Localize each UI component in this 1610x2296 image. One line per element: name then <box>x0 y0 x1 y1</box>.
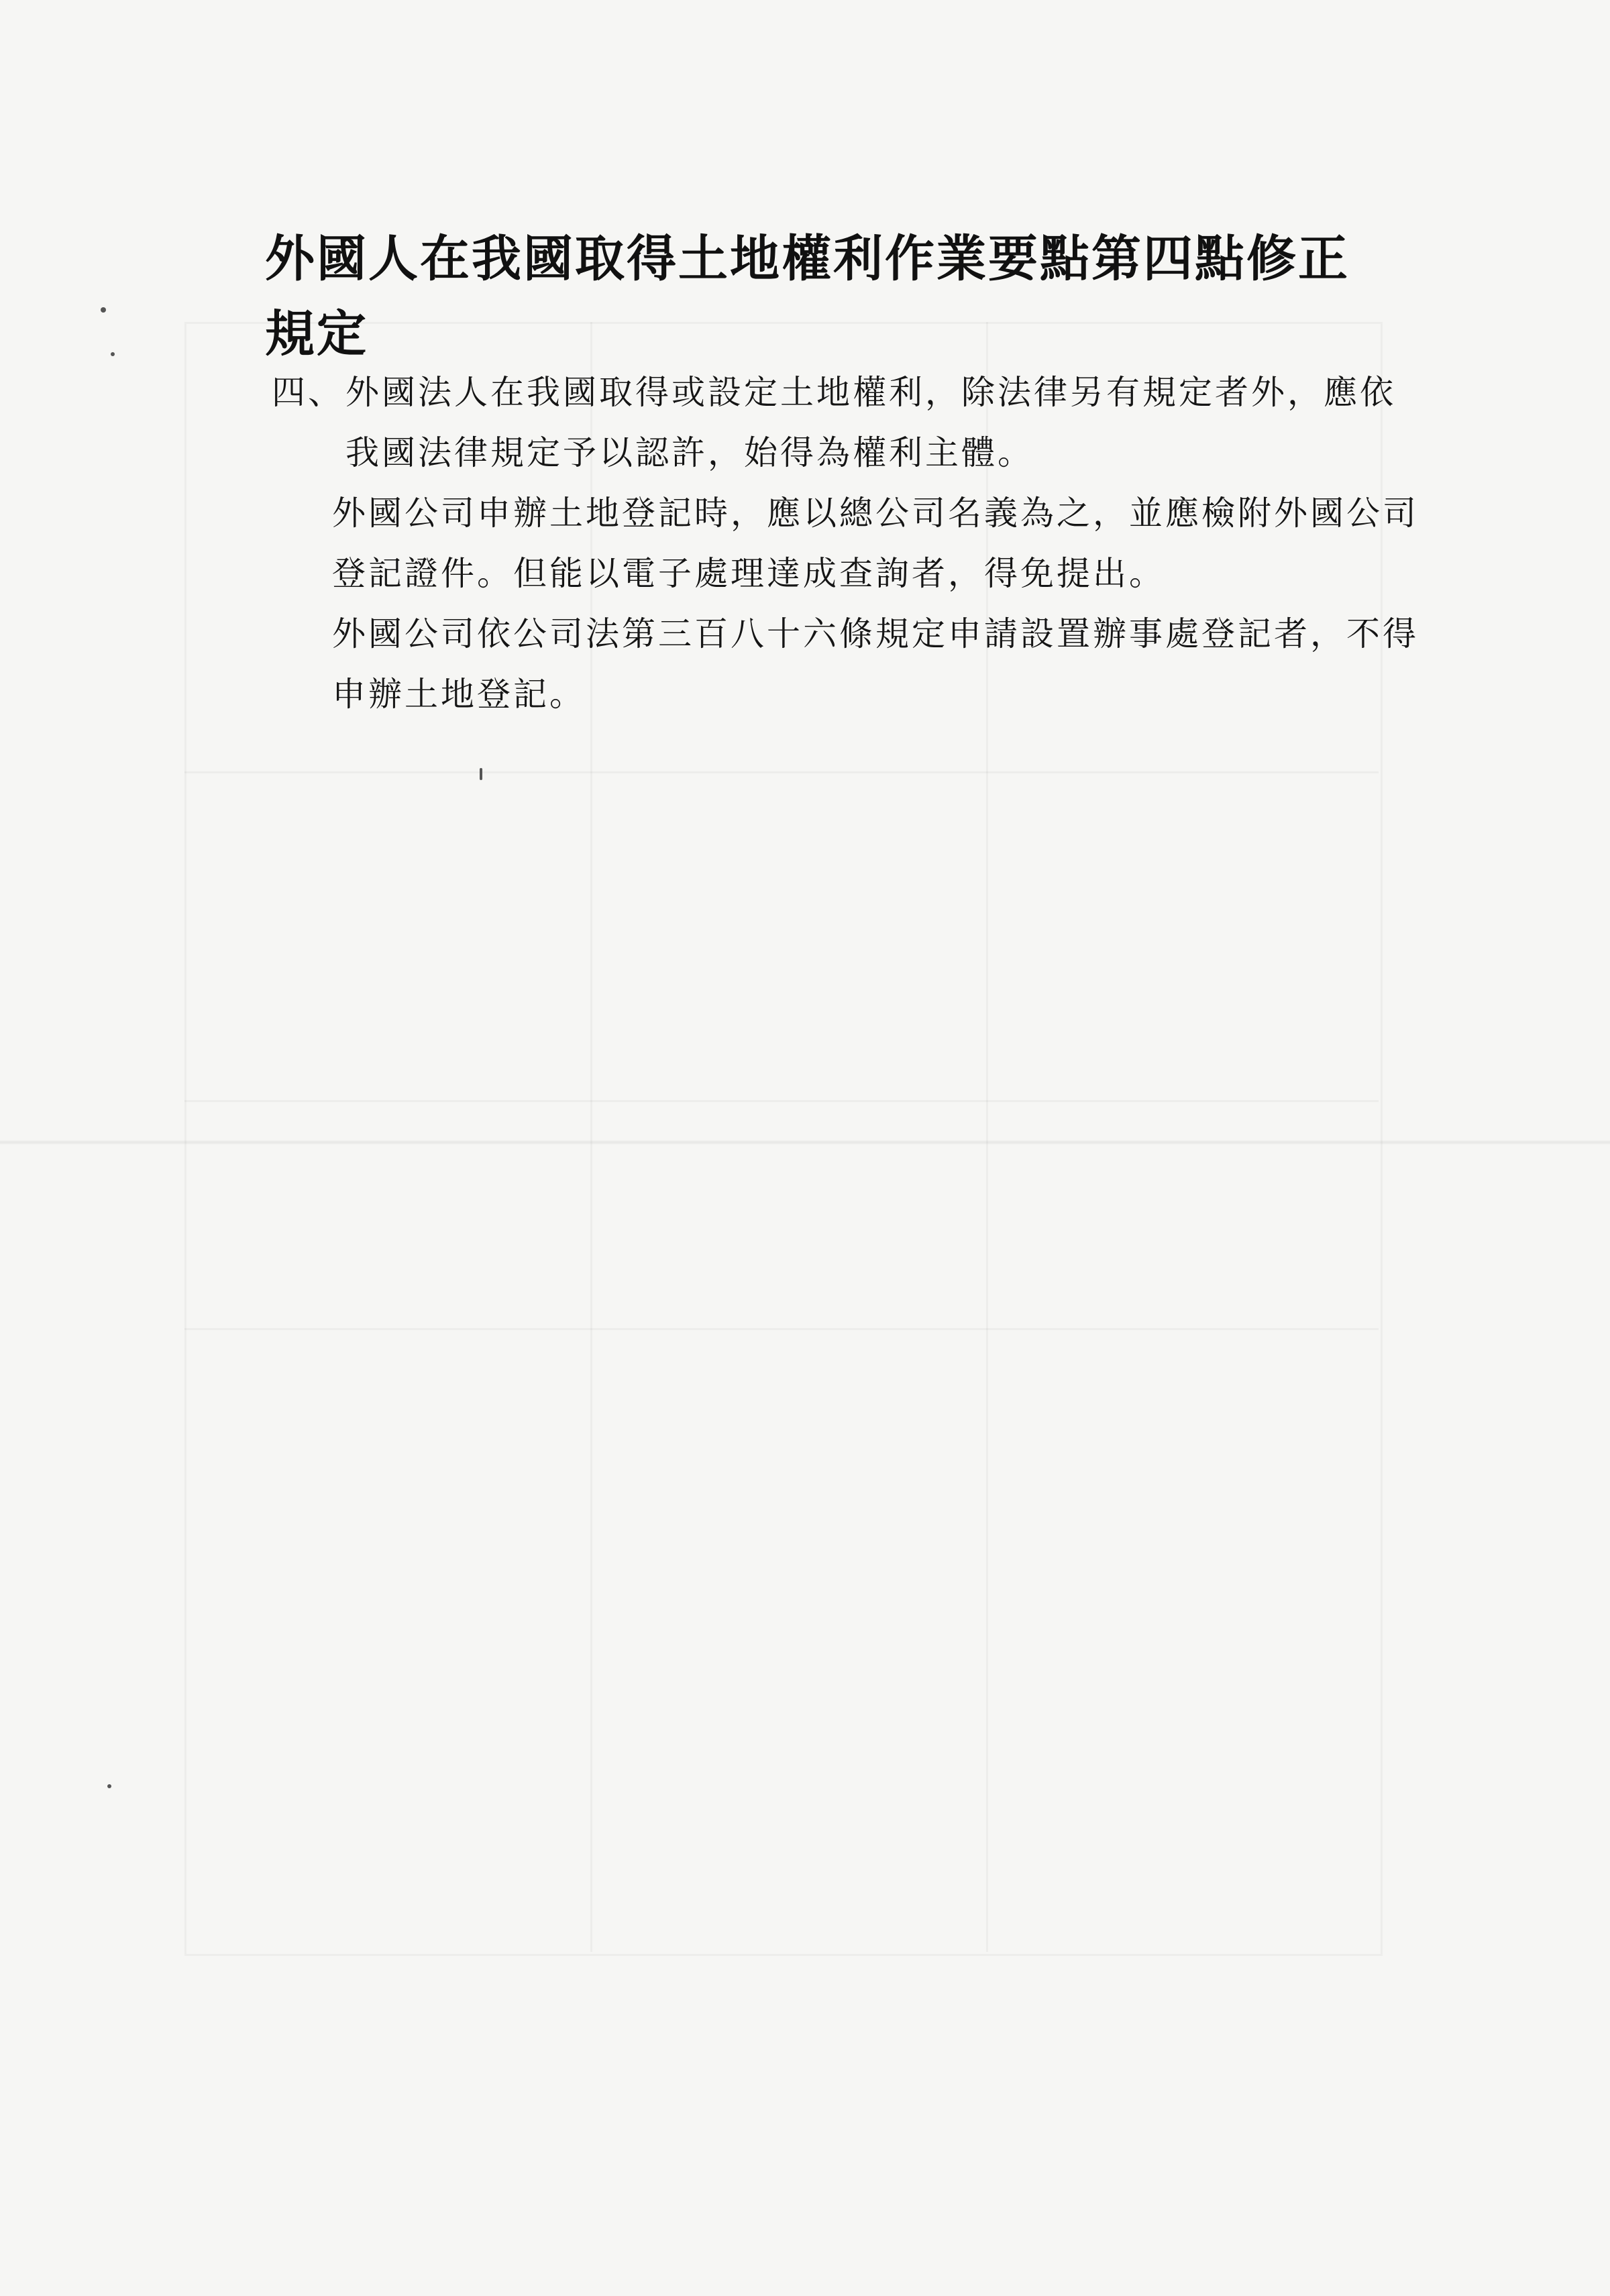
title-line: 規定 <box>265 305 368 363</box>
scan-speck <box>480 768 482 780</box>
body-line: 外國公司申辦土地登記時，應以總公司名義為之，並應檢附外國公司 <box>332 494 1419 533</box>
body-line: 我國法律規定予以認許，始得為權利主體。 <box>345 433 1034 472</box>
paragraph-foreign-company-registration <box>272 483 1466 604</box>
scan-speck <box>111 352 115 356</box>
body-line: 外國法人在我國取得或設定土地權利，除法律另有規定者外，應依 <box>345 373 1396 412</box>
paragraph-branch-office-restriction <box>272 604 1466 724</box>
show-through-rule <box>184 1100 1379 1102</box>
body-line: 申辦土地登記。 <box>332 675 586 714</box>
paper-fold <box>0 1140 1610 1144</box>
show-through-rule <box>184 771 1379 773</box>
show-through-rule <box>184 1328 1379 1330</box>
scan-speck <box>107 1784 111 1788</box>
document-title <box>265 221 1446 372</box>
document-body <box>272 362 1466 724</box>
scan-speck <box>101 307 106 313</box>
body-line: 外國公司依公司法第三百八十六條規定申請設置辦事處登記者，不得 <box>332 614 1419 653</box>
article-item-4 <box>272 362 1466 483</box>
item-number: 四、 <box>272 373 344 412</box>
title-line: 外國人在我國取得土地權利作業要點第四點修正 <box>265 230 1350 288</box>
body-line: 登記證件。但能以電子處理達成查詢者，得免提出。 <box>332 554 1165 593</box>
